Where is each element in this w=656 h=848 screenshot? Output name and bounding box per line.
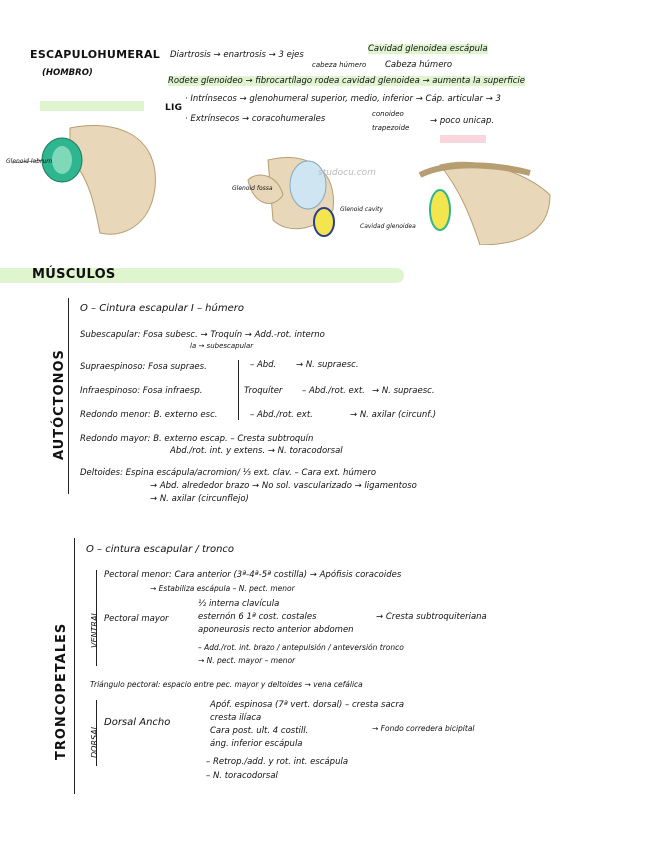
redondo-menor-nerve: → N. axilar (circunf.)	[350, 410, 437, 420]
dorsal-origin-1: Apóf. espinosa (7ª vert. dorsal) – cresta sacra	[210, 700, 405, 710]
troncopetales-divider	[74, 538, 75, 794]
labrum-line: Rodete glenoideo → fibrocartílago rodea cavidad glenoidea → aumenta la superficie	[168, 76, 526, 86]
section-title-musculos: MÚSCULOS	[32, 267, 116, 282]
redondo-menor-action: – Abd./rot. ext.	[250, 410, 313, 420]
supraespinoso-action: – Abd.	[250, 360, 277, 370]
deltoides-action: → Abd. alrededor brazo → No sol. vascularizado → ligamentoso	[150, 481, 417, 491]
autoctonos-heading: O – Cintura escapular I – húmero	[80, 303, 244, 314]
dorsal-origin-3: Cara post. ult. 4 costill.	[210, 726, 309, 736]
autoctonos-label: AUTÓCTONOS	[52, 349, 67, 460]
joint-type-line: Diartrosis → enartrosis → 3 ejes	[170, 50, 304, 60]
dorsal-action: – Retrop./add. y rot. int. escápula	[206, 757, 349, 767]
illustration-label-mid-2: Glenoid cavity	[340, 206, 383, 213]
joint-title: ESCAPULOHUMERAL	[30, 48, 161, 61]
illustration-label-box	[40, 101, 144, 111]
infraespinoso-nerve: → N. supraesc.	[372, 386, 435, 396]
shoulder-illustration-right	[410, 135, 560, 245]
pectoral-mayor-origin-3: aponeurosis recto anterior abdomen	[198, 625, 354, 635]
autoctonos-divider	[68, 298, 69, 494]
supraespinoso-nerve: → N. supraesc.	[296, 360, 359, 370]
troncopetales-label: TRONCOPETALES	[54, 622, 69, 760]
ligaments-label: LIG	[165, 103, 183, 113]
illustration-label-mid: Glenoid fossa	[232, 185, 273, 192]
dorsal-insertion: → Fondo corredera bicipital	[372, 724, 475, 733]
redondo-mayor-action: Abd./rot. int. y extens. → N. toracodorsal	[170, 446, 343, 456]
pectoral-mayor-origin-2: esternón 6 1ª cost. costales	[198, 612, 317, 622]
muscle-redondo-menor: Redondo menor: B. externo esc.	[80, 410, 218, 420]
illustration-label-mid-3: Cavidad glenoidea	[360, 223, 416, 230]
muscle-deltoides: Deltoides: Espina escápula/acromion/ ⅓ ext. clav. – Cara ext. húmero	[80, 468, 377, 478]
muscle-pectoral-menor: Pectoral menor: Cara anterior (3ª-4ª-5ª costilla) → Apófisis coracoides	[104, 570, 402, 580]
dorsal-nerve: – N. toracodorsal	[206, 771, 278, 781]
watermark: studocu.com	[318, 168, 376, 178]
pectoral-mayor-origin-1: ½ interna clavícula	[198, 599, 280, 609]
muscle-subescapular: Subescapular: Fosa subesc. → Troquín → Add.-rot. interno	[80, 330, 325, 340]
muscle-supraespinoso: Supraespinoso: Fosa supraes.	[80, 362, 207, 372]
triangulo-pectoral: Triángulo pectoral: espacio entre pec. mayor y deltoides → vena cefálica	[90, 680, 363, 689]
infraespinoso-action: – Abd./rot. ext.	[302, 386, 365, 396]
ligament-intrinsic: · Intrínsecos → glenohumeral superior, medio, inferior → Cáp. articular → 3	[185, 94, 501, 104]
muscle-subescapular-note: la → subescapular	[190, 342, 254, 350]
joint-subtitle: (HOMBRO)	[42, 68, 93, 78]
muscle-dorsal-ancho: Dorsal Ancho	[104, 717, 171, 728]
joint-head-note: cabeza húmero	[312, 61, 367, 69]
pectoral-mayor-action: – Add./rot. int. brazo / antepulsión / anteversión tronco	[198, 643, 404, 652]
troquiter-brace	[238, 360, 239, 420]
pectoral-menor-action: → Estabiliza escápula – N. pect. menor	[150, 584, 295, 593]
dorsal-label: DORSAL	[90, 724, 99, 758]
ligament-extrinsic: · Extrínsecos → coracohumerales	[185, 114, 326, 124]
pectoral-mayor-nerve: → N. pect. mayor – menor	[198, 656, 296, 665]
ventral-label: VENTRAL	[90, 611, 99, 648]
shoulder-illustration-left	[0, 98, 170, 243]
dorsal-origin-2: cresta ilíaca	[210, 713, 262, 723]
deltoides-nerve: → N. axilar (circunflejo)	[150, 494, 249, 504]
ligament-trapezoid: trapezoide	[372, 124, 410, 132]
illustration-label-left: Glenoid labrum	[6, 158, 53, 165]
ligament-note: → poco unicap.	[430, 116, 495, 126]
joint-head-note-2: Cabeza húmero	[385, 60, 453, 70]
muscle-redondo-mayor: Redondo mayor: B. externo escap. – Cresta subtroquín	[80, 434, 314, 444]
joint-cavity-note: Cavidad glenoidea escápula	[368, 44, 488, 54]
troquiter-label: Troquíter	[244, 386, 283, 396]
troncopetales-heading: O – cintura escapular / tronco	[86, 544, 235, 555]
muscle-pectoral-mayor: Pectoral mayor	[104, 614, 169, 624]
pectoral-mayor-insertion: → Cresta subtroquiteriana	[376, 612, 487, 622]
muscle-infraespinoso: Infraespinoso: Fosa infraesp.	[80, 386, 203, 396]
dorsal-origin-4: áng. inferior escápula	[210, 739, 303, 749]
ligament-conoid: conoideo	[372, 110, 404, 118]
